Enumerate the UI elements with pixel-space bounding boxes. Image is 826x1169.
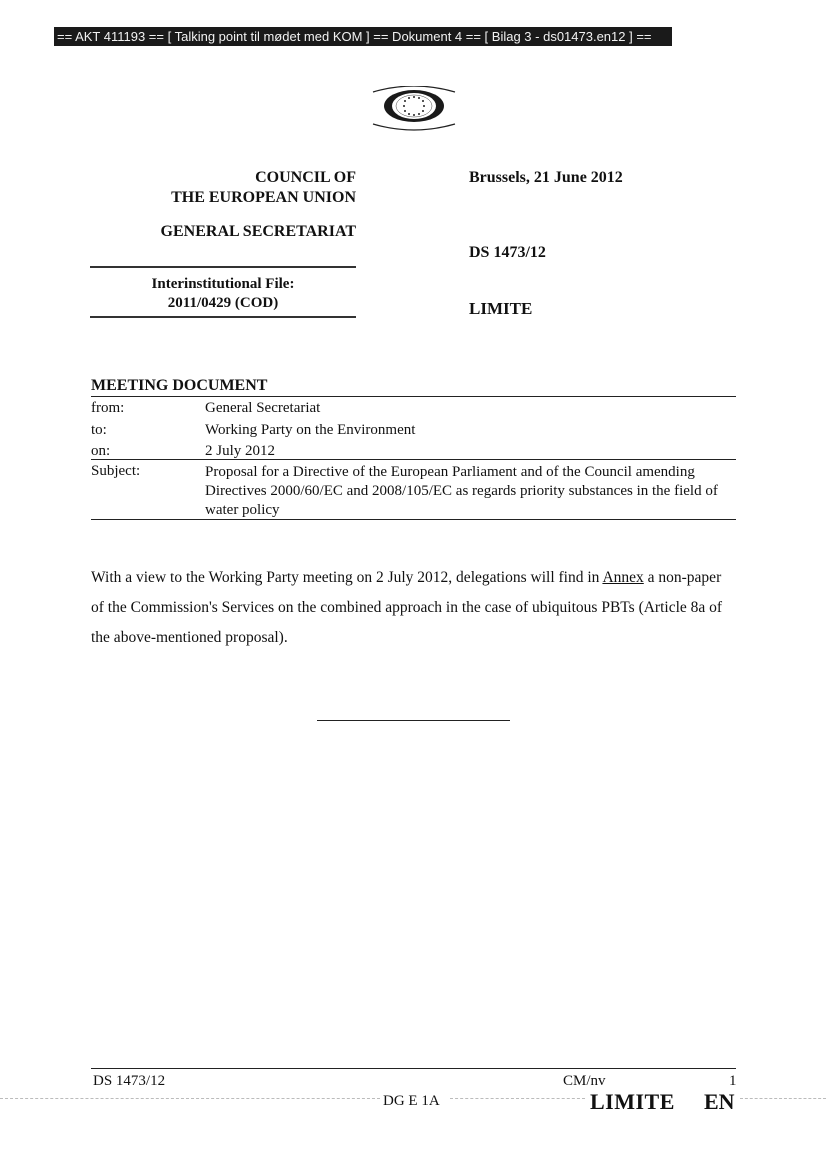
to-label: to:	[91, 422, 107, 438]
council-name	[100, 168, 356, 208]
body-text-part2: a non-paper of the Commission's Services on the combined approach in the case of ubiquitous PBTs (Article 8a of the above-mentioned proposal).	[91, 569, 723, 646]
header-rule-top	[90, 266, 356, 268]
footer-language: EN	[704, 1089, 735, 1114]
from-label: from:	[91, 400, 125, 416]
subject-value: Proposal for a Directive of the European Parliament and of the Council amending Directives 2000/60/EC and 2008/105/EC as regards priority substances in the field of water policy	[205, 464, 718, 518]
to-value: Working Party on the Environment	[205, 422, 416, 438]
footer-dg: DG E 1A	[383, 1093, 440, 1109]
meeting-rule-mid	[91, 459, 736, 460]
from-value: General Secretariat	[205, 400, 321, 416]
council-emblem-icon	[371, 86, 457, 132]
iif-label: Interinstitutional File:	[151, 276, 295, 292]
document-banner: == AKT 411193 == [ Talking point til mødet med KOM ] == Dokument 4 == [ Bilag 3 - ds01473.en12 ] ==	[54, 27, 672, 46]
document-number: DS 1473/12	[469, 244, 546, 261]
classification-label: LIMITE	[469, 299, 533, 318]
iif-number: 2011/0429 (COD)	[167, 295, 279, 311]
meeting-rule-top	[91, 396, 736, 397]
end-separator	[317, 720, 510, 721]
footer-initials: CM/nv	[563, 1073, 606, 1089]
document-date: Brussels, 21 June 2012	[469, 169, 623, 186]
body-text-part1: With a view to the Working Party meeting on 2 July 2012, delegations will find in	[91, 569, 603, 586]
council-line-2: THE EUROPEAN UNION	[171, 189, 356, 206]
subject-label: Subject:	[91, 463, 141, 479]
meeting-document-title: MEETING DOCUMENT	[91, 377, 268, 394]
footer-dash-mid	[450, 1098, 585, 1099]
meeting-rule-bottom	[91, 519, 736, 520]
footer-dash-right	[740, 1098, 826, 1099]
body-paragraph	[91, 563, 736, 653]
footer-page-number: 1	[729, 1073, 737, 1089]
footer-doc-number: DS 1473/12	[93, 1073, 166, 1089]
on-value: 2 July 2012	[205, 443, 276, 459]
header-rule-bottom	[90, 316, 356, 318]
interinstitutional-file	[90, 275, 356, 313]
council-line-1: COUNCIL OF	[255, 169, 356, 186]
footer-classification: LIMITE	[590, 1089, 675, 1114]
general-secretariat: GENERAL SECRETARIAT	[160, 223, 356, 240]
on-label: on:	[91, 443, 111, 459]
footer-dash-left	[0, 1098, 380, 1099]
annex-reference: Annex	[602, 569, 644, 586]
footer-rule	[91, 1068, 736, 1069]
